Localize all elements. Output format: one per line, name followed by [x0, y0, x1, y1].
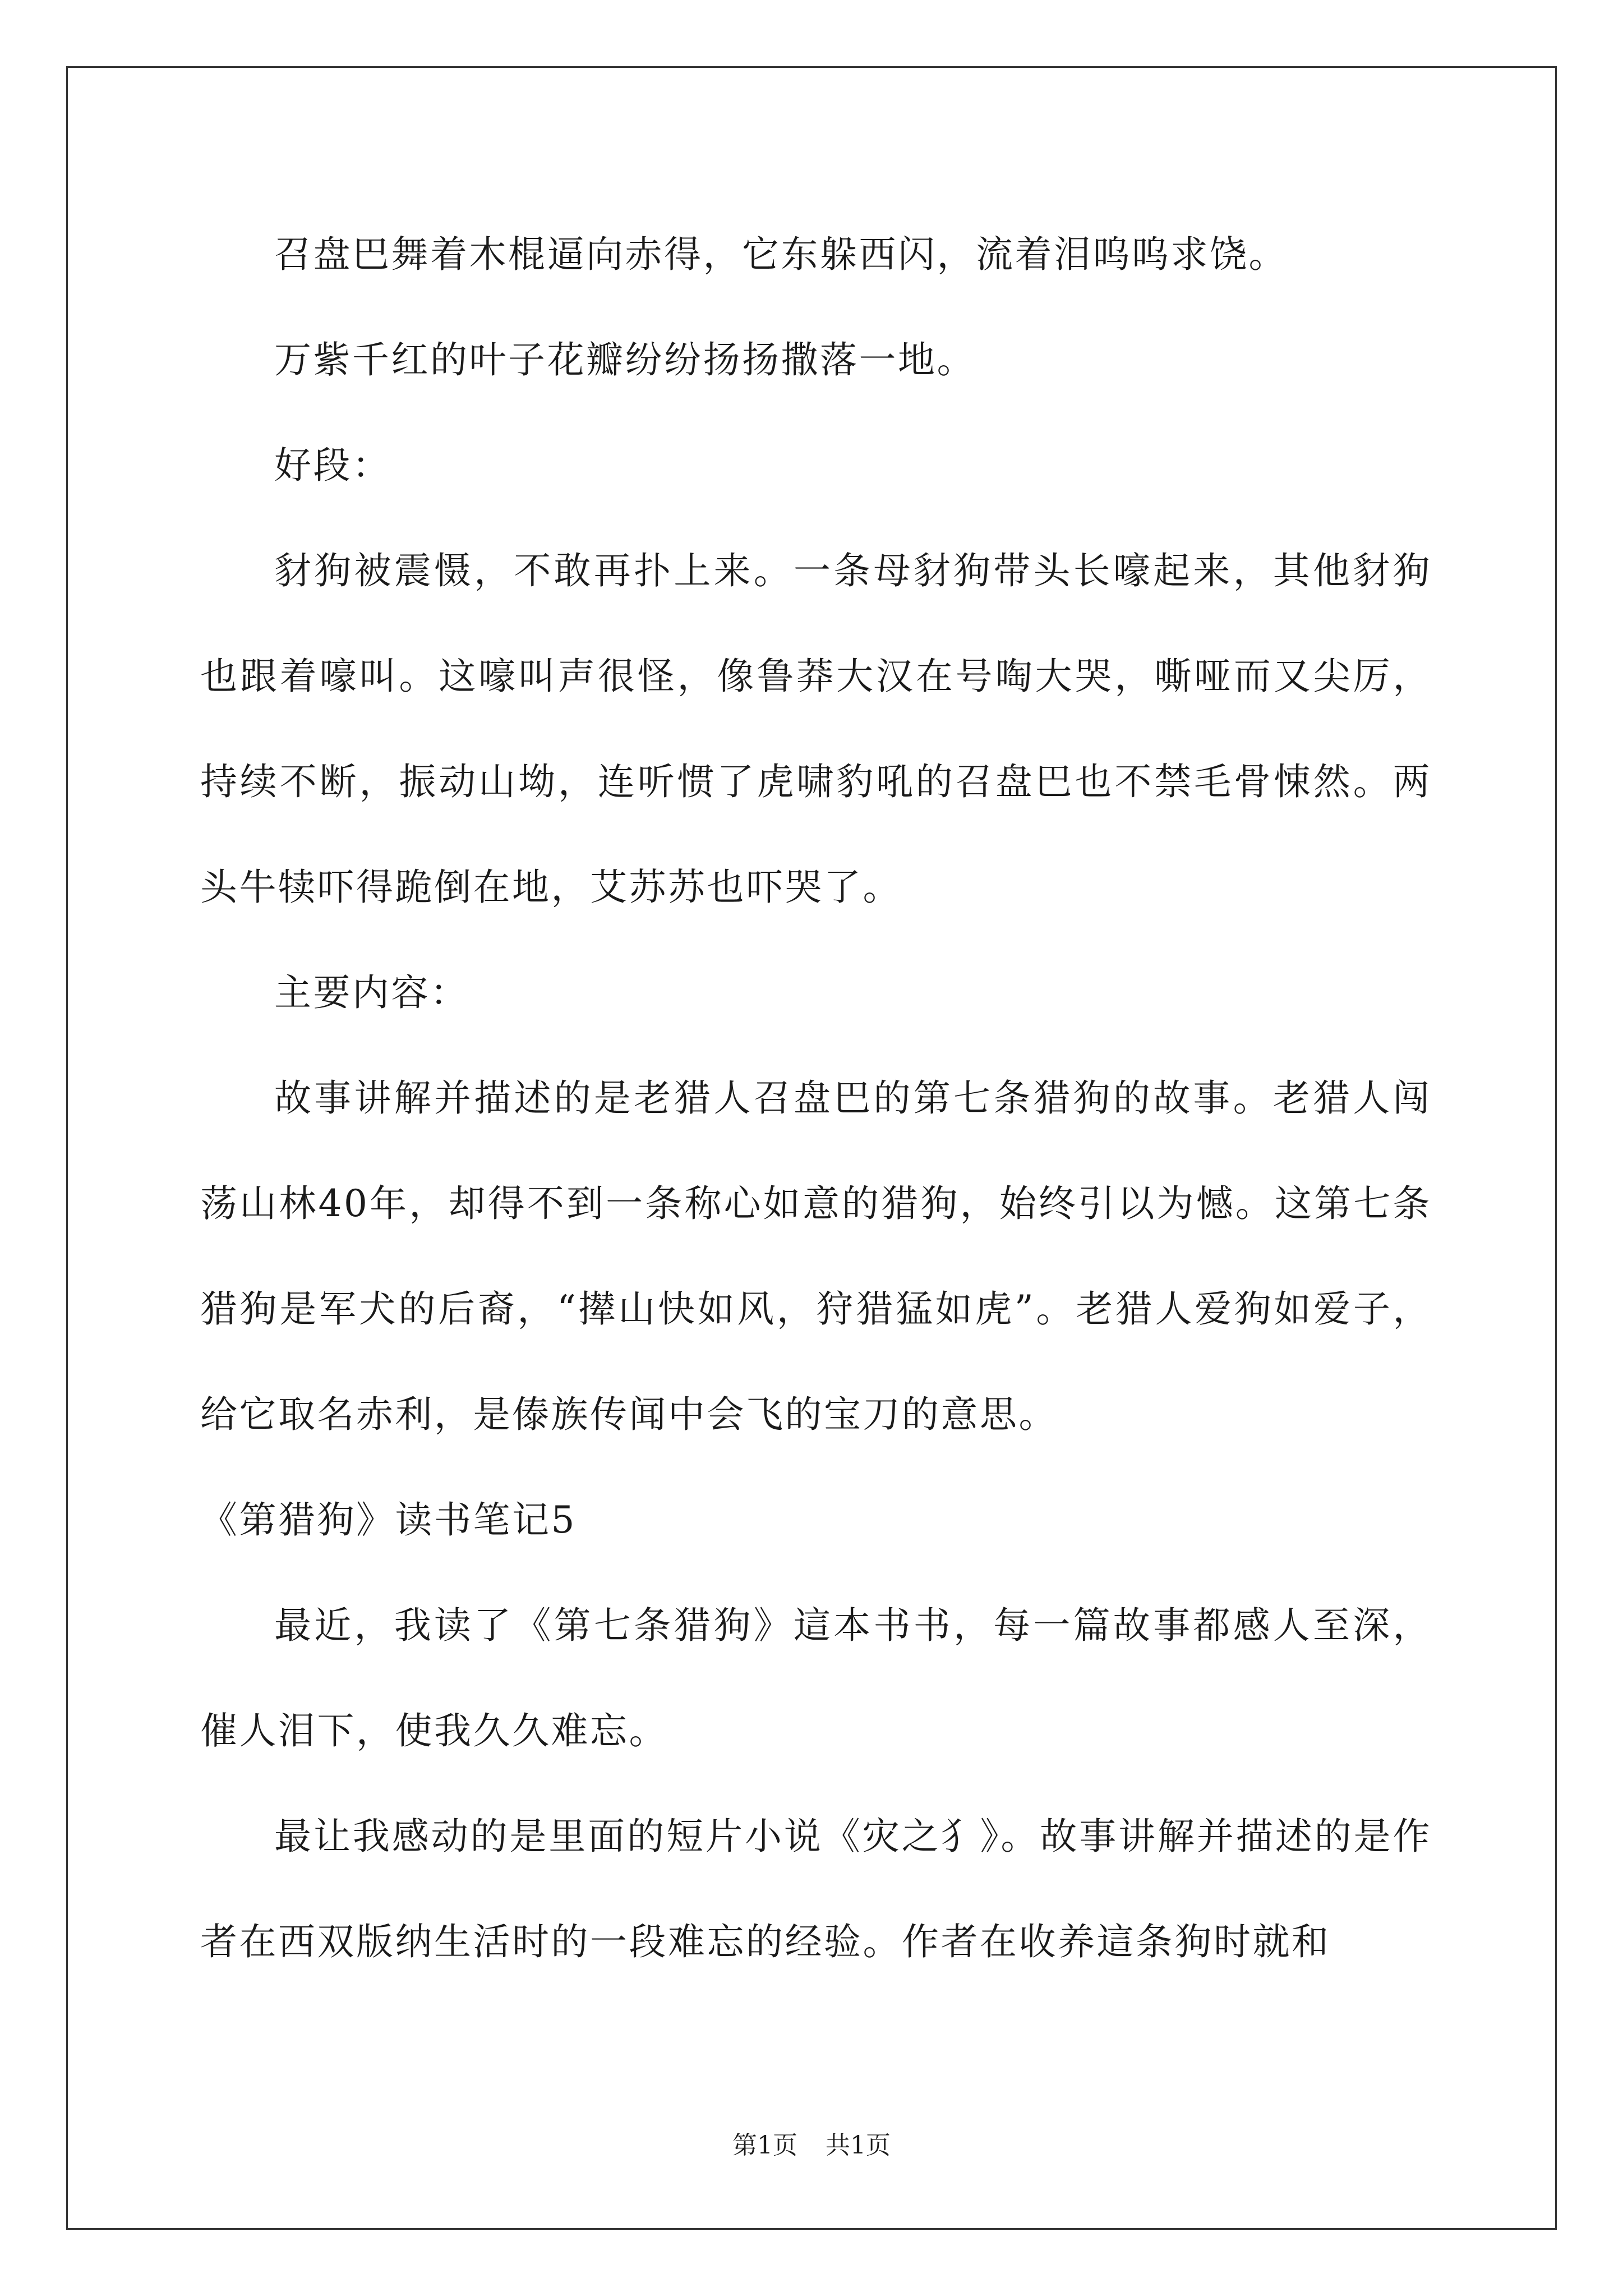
section-label-good-passage: 好段：	[274, 444, 391, 487]
section-label-main-content: 主要内容：	[274, 971, 469, 1014]
paragraph-1: 召盘巴舞着木棍逼向赤得，它东躲西闪，流着泪呜呜求饶。	[274, 233, 1288, 276]
paragraph-most-touching: 最让我感动的是里面的短片小说《灾之犭》。故事讲解并描述的是作者在西双版纳生活时的一段难忘的经验。作者在收养這条狗时就和	[200, 1815, 1432, 1963]
paragraph-good-passage: 豺狗被震慑，不敢再扑上来。一条母豺狗带头长嚎起来，其他豺狗也跟着嚎叫。这嚎叫声很怪，像鲁莽大汉在号啕大哭，嘶哑而又尖厉，持续不断，振动山坳，连听惯了虎啸豹吼的召盘巴也不禁毛骨悚然。两头牛犊吓得跪倒在地，艾苏苏也吓哭了。	[200, 549, 1432, 909]
paragraph-reading-intro: 最近，我读了《第七条猎狗》這本书书，每一篇故事都感人至深，催人泪下，使我久久难忘。	[200, 1604, 1432, 1752]
section-title-reading-note-5: 《第猎狗》读书笔记5	[200, 1498, 577, 1542]
page-footer	[0, 2129, 1623, 2162]
page-number: 第1页	[732, 2131, 797, 2160]
paragraph-main-content: 故事讲解并描述的是老猎人召盘巴的第七条猎狗的故事。老猎人闯荡山林40年，却得不到一条称心如意的猎狗，始终引以为憾。这第七条猎狗是军犬的后裔，“撵山快如风，狩猎猛如虎”。老猎人爱狗如爱子，给它取名赤利，是傣族传闻中会飞的宝刀的意思。	[200, 1076, 1432, 1436]
paragraph-2: 万紫千红的叶子花瓣纷纷扬扬撒落一地。	[274, 338, 976, 381]
page-total: 共1页	[826, 2131, 891, 2160]
document-body	[200, 202, 1432, 1995]
